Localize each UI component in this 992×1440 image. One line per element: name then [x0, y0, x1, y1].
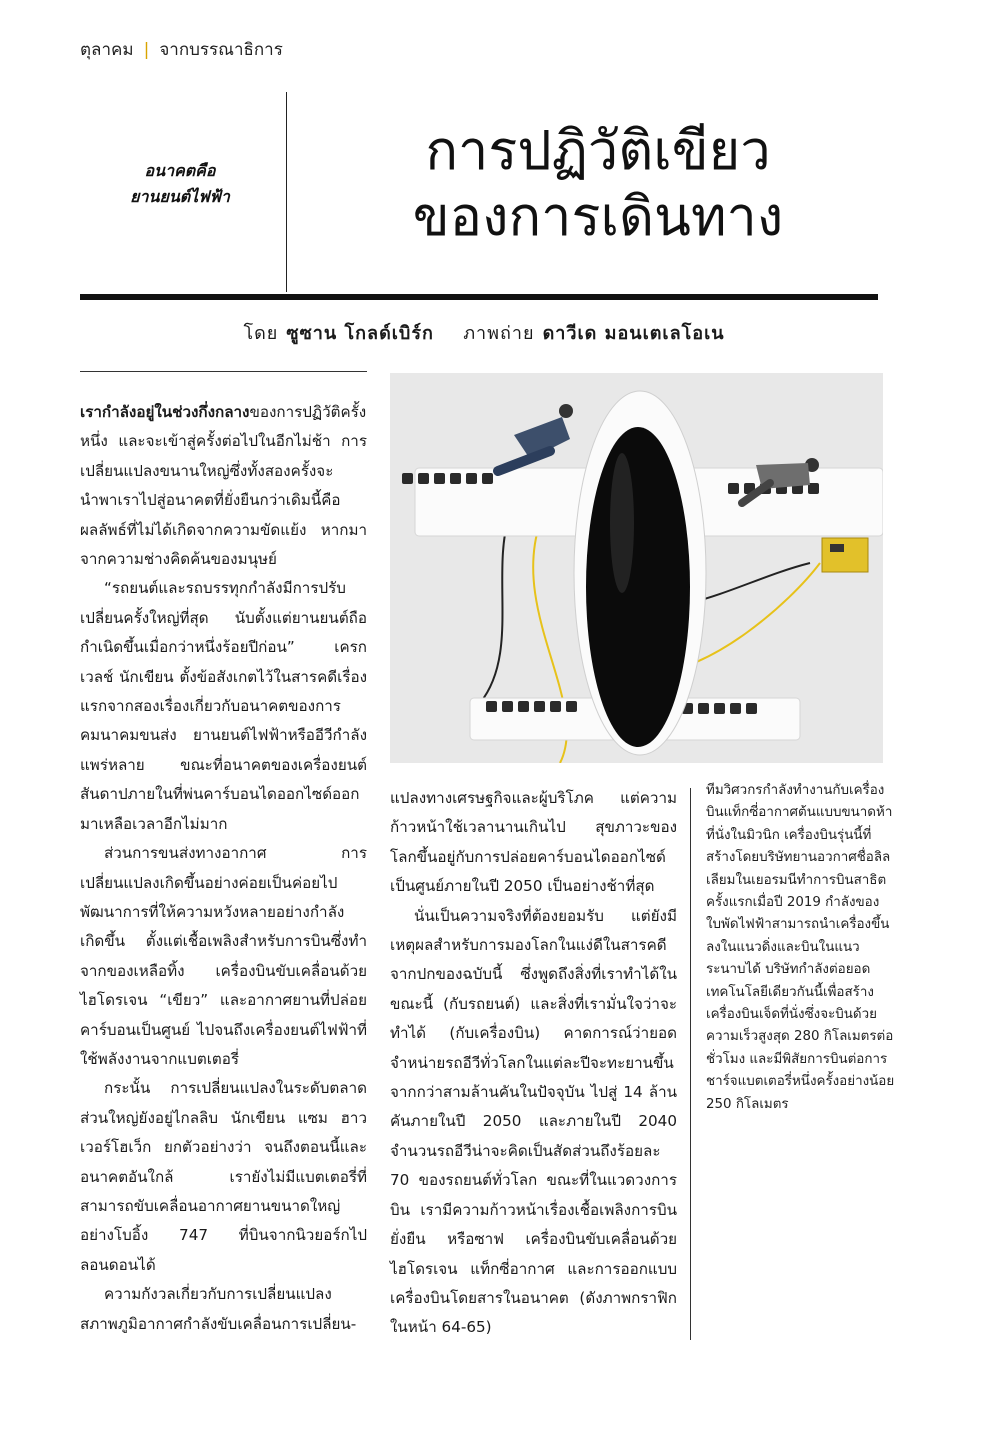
byline-photo-label: ภาพถ่าย	[463, 323, 535, 344]
section-name: ตุลาคม	[80, 40, 134, 60]
kicker	[100, 158, 260, 210]
title-rule	[80, 294, 878, 300]
column-2	[390, 784, 677, 1343]
kicker-line-2: ยานยนต์ไฟฟ้า	[130, 187, 230, 206]
paragraph-4: กระนั้น การเปลี่ยนแปลงในระดับตลาดส่วนใหญ่ยังอยู่ไกลลิบ นักเขียน แซม ฮาวเวอร์โฮเว็ก ยกตัวอย่างว่า จนถึงตอนนี้และอนาคตอันใกล้ เรายังไม่มีแบตเตอรี่ที่สามารถขับเคลื่อนอากาศยานขนาดใหญ่อย่างโบอิ้ง 747 ที่บินจากนิวยอร์กไปลอนดอนได้	[80, 1079, 367, 1274]
kicker-line-1: อนาคตคือ	[144, 161, 216, 180]
title-line-2: ของการเดินทาง	[412, 185, 784, 248]
lead-in: เรากำลังอยู่ในช่วงกึ่งกลาง	[80, 403, 250, 421]
photo-caption: ทีมวิศวกรกำลังทำงานกับเครื่องบินแท็กซี่อากาศต้นแบบขนาดห้าที่นั่งในมิวนิก เครื่องบินรุ่นนี้ที่สร้างโดยบริษัทยานอวกาศชื่อลิลเลียมในเยอรมนีทำการบินสาธิตครั้งแรกเมื่อปี 2019 กำลังของใบพัดไฟฟ้าสามารถนำเครื่องขึ้นลงในแนวดิ่งและบินในแนวระนาบได้ บริษัทกำลังต่อยอดเทคโนโลยีเดียวกันนี้เพื่อสร้างเครื่องบินเจ็ดที่นั่งซึ่งจะบินด้วยความเร็วสูงสุด 280 กิโลเมตรต่อชั่วโมง และมีพิสัยการบินต่อการชาร์จแบตเตอรี่หนึ่งครั้งอย่างน้อย 250 กิโลเมตร	[706, 783, 895, 1112]
paragraph-2: “รถยนต์และรถบรรทุกกำลังมีการปรับเปลี่ยนครั้งใหญ่ที่สุด นับตั้งแต่ยานยนต์ถือกำเนิดขึ้นเมื่อกว่าหนึ่งร้อยปีก่อน” เครก เวลช์ นักเขียน ตั้งข้อสังเกตไว้ในสารคดีเรื่องแรกจากสองเรื่องเกี่ยวกับอนาคตของการคมนาคมขนส่ง ยานยนต์ไฟฟ้าหรืออีวีกำลังแพร่หลาย ขณะที่อนาคตของเครื่องยนต์สันดาปภายในที่พ่นคาร์บอนไดออกไซด์ออกมาเหลือเวลาอีกไม่มาก	[80, 579, 367, 833]
title-line-1: การปฏิวัติเขียว	[425, 119, 771, 182]
byline-author: ซูซาน โกลด์เบิร์ก	[286, 323, 434, 344]
column-1	[80, 398, 367, 1339]
paragraph-3: ส่วนการขนส่งทางอากาศ การเปลี่ยนแปลงเกิดขึ้นอย่างค่อยเป็นค่อยไป พัฒนาการที่ให้ความหวังหลายอย่างกำลังเกิดขึ้น ตั้งแต่เชื้อเพลิงสำหรับการบินซึ่งทำจากของเหลือทิ้ง เครื่องบินขับเคลื่อนด้วยไฮโดรเจน “เขียว” และอากาศยานที่ปล่อยคาร์บอนเป็นศูนย์ ไปจนถึงเครื่องยนต์ไฟฟ้าที่ใช้พลังงานจากแบตเตอรี่	[80, 844, 367, 1068]
header-separator: |	[143, 40, 150, 60]
paragraph-5: ความกังวลเกี่ยวกับการเปลี่ยนแปลงสภาพภูมิอากาศกำลังขับเคลื่อนการเปลี่ยน-	[80, 1285, 357, 1333]
paragraph-1	[80, 398, 367, 574]
byline-by-label: โดย	[243, 323, 279, 344]
column-top-rule	[80, 371, 367, 372]
aircraft-prototype-icon	[390, 373, 883, 763]
page-header	[80, 36, 283, 63]
paragraph-6: นั่นเป็นความจริงที่ต้องยอมรับ แต่ยังมีเหตุผลสำหรับการมองโลกในแง่ดีในสารคดีจากปกของฉบับนี้ ซึ่งพูดถึงสิ่งที่เราทำได้ในขณะนี้ (กับรถยนต์) และสิ่งที่เรามั่นใจว่าจะทำได้ (กับเครื่องบิน) คาดการณ์ว่ายอดจำหน่ายรถอีวีทั่วโลกในแต่ละปีจะทะยานขึ้นจากกว่าสามล้านคันในปัจจุบัน ไปสู่ 14 ล้านคันภายในปี 2050 และภายในปี 2040 จำนวนรถอีวีน่าจะคิดเป็นสัดส่วนถึงร้อยละ 70 ของรถยนต์ทั่วโลก ขณะที่ในแวดวงการบิน เรามีความก้าวหน้าเรื่องเชื้อเพลิงการบินยั่งยืน หรือซาฟ เครื่องบินขับเคลื่อนด้วยไฮโดรเจน แท็กซี่อากาศ และการออกแบบเครื่องบินโดยสารในอนาคต (ดังภาพกราฟิกในหน้า 64-65)	[390, 906, 677, 1337]
byline	[80, 318, 880, 347]
header-divider-vertical	[286, 92, 287, 292]
battery-box-icon	[822, 538, 868, 572]
section-category: จากบรรณาธิการ	[159, 40, 283, 60]
article-title	[378, 118, 818, 250]
paragraph-1-text: ของการปฏิวัติครั้งหนึ่ง และจะเข้าสู่ครั้งต่อไปในอีกไม่ช้า การเปลี่ยนแปลงขนานใหญ่ซึ่งทั้งสองครั้งจะนำพาเราไปสู่อนาคตที่ยั่งยืนกว่าเดิมนี้คือผลลัพธ์ที่ไม่ได้เกิดจากความขัดแย้ง หากมาจากความช่างคิดค้นของมนุษย์	[80, 403, 367, 569]
article-photo	[390, 373, 883, 763]
caption-divider	[690, 788, 691, 1340]
byline-photographer: ดาวีเด มอนเตเลโอเน	[542, 323, 725, 344]
paragraph-5-continued: แปลงทางเศรษฐกิจและผู้บริโภค แต่ความก้าวหน้าใช้เวลานานเกินไป สุขภาวะของโลกขึ้นอยู่กับการปล่อยคาร์บอนไดออกไซด์เป็นศูนย์ภายในปี 2050 เป็นอย่างช้าที่สุด	[390, 789, 677, 896]
